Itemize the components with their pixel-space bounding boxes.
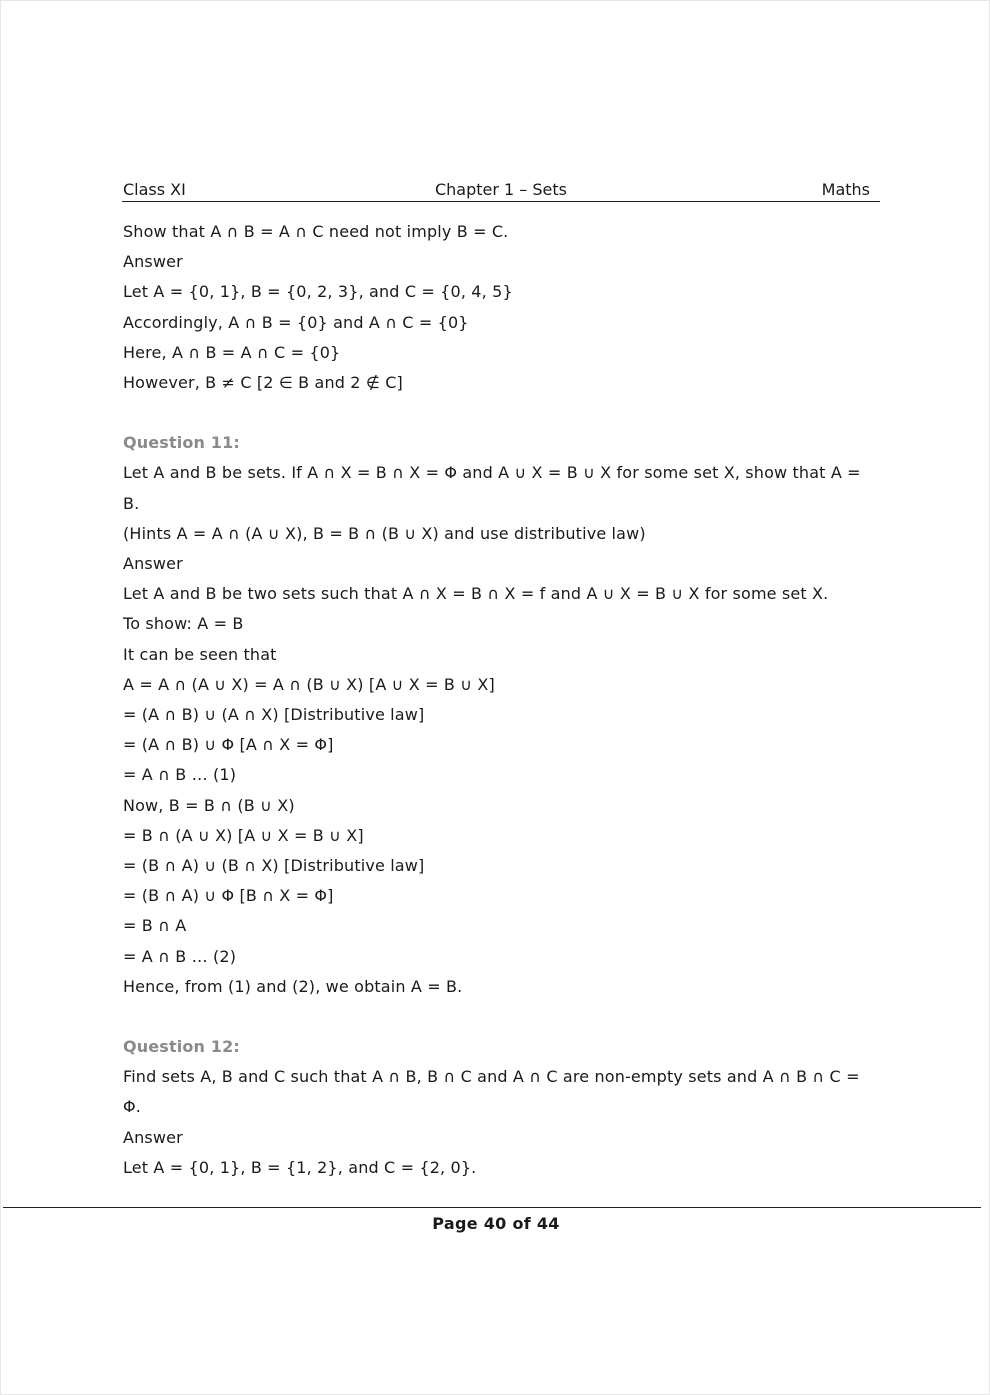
equation-line: = B ∩ A — [123, 916, 187, 936]
equation-line: = (A ∩ B) ∪ Φ [A ∩ X = Φ] — [123, 735, 334, 755]
question-12-heading: Question 12: — [123, 1037, 240, 1057]
text-line: Here, A ∩ B = A ∩ C = {0} — [123, 342, 341, 362]
answer-label: Answer — [123, 1127, 183, 1147]
text-line: To show: A = B — [123, 614, 244, 634]
text-line: Let A = {0, 1}, B = {0, 2, 3}, and C = {0, 4, 5} — [123, 282, 513, 302]
equation-line: = A ∩ B … (2) — [123, 946, 237, 966]
footer-divider — [3, 1207, 981, 1208]
question-11-heading: Question 11: — [123, 433, 240, 453]
equation-line: = (A ∩ B) ∪ (A ∩ X) [Distributive law] — [123, 705, 425, 725]
question-11-statement: Let A and B be sets. If A ∩ X = B ∩ X = Φ and A ∪ X = B ∪ X for some set X, show that A = B. — [123, 463, 861, 513]
equation-line: = (B ∩ A) ∪ Φ [B ∩ X = Φ] — [123, 886, 334, 906]
header-class: Class XI — [123, 180, 186, 199]
page-content — [123, 217, 875, 1183]
spacer — [123, 1002, 875, 1032]
page-number: Page 40 of 44 — [432, 1214, 560, 1233]
text-line: Let A and B be two sets such that A ∩ X = B ∩ X = f and A ∪ X = B ∪ X for some set X. — [123, 584, 829, 604]
equation-line: A = A ∩ (A ∪ X) = A ∩ (B ∪ X) [A ∪ X = B ∪ X] — [123, 674, 495, 694]
text-line: Accordingly, A ∩ B = {0} and A ∩ C = {0} — [123, 312, 469, 332]
text-line: However, B ≠ C [2 ∈ B and 2 ∉ C] — [123, 373, 403, 393]
text-line: It can be seen that — [123, 644, 277, 664]
page-header — [122, 179, 880, 202]
question-12-statement: Find sets A, B and C such that A ∩ B, B ∩ C and A ∩ C are non-empty sets and A ∩ B ∩ C = Φ. — [123, 1067, 860, 1117]
text-line: Show that A ∩ B = A ∩ C need not imply B = C. — [123, 222, 509, 241]
equation-line: = B ∩ (A ∪ X) [A ∪ X = B ∪ X] — [123, 825, 364, 845]
conclusion-line: Hence, from (1) and (2), we obtain A = B. — [123, 976, 463, 996]
header-chapter: Chapter 1 – Sets — [434, 180, 567, 199]
header-subject: Maths — [821, 180, 870, 199]
answer-label: Answer — [123, 252, 183, 272]
text-line: Let A = {0, 1}, B = {1, 2}, and C = {2, 0}. — [123, 1157, 477, 1177]
equation-line: = (B ∩ A) ∪ (B ∩ X) [Distributive law] — [123, 856, 425, 876]
equation-line: Now, B = B ∩ (B ∪ X) — [123, 795, 295, 815]
equation-line: = A ∩ B … (1) — [123, 765, 237, 785]
answer-label: Answer — [123, 554, 183, 574]
spacer — [123, 398, 875, 428]
hint-line: (Hints A = A ∩ (A ∪ X), B = B ∩ (B ∪ X) and use distributive law) — [123, 523, 646, 543]
